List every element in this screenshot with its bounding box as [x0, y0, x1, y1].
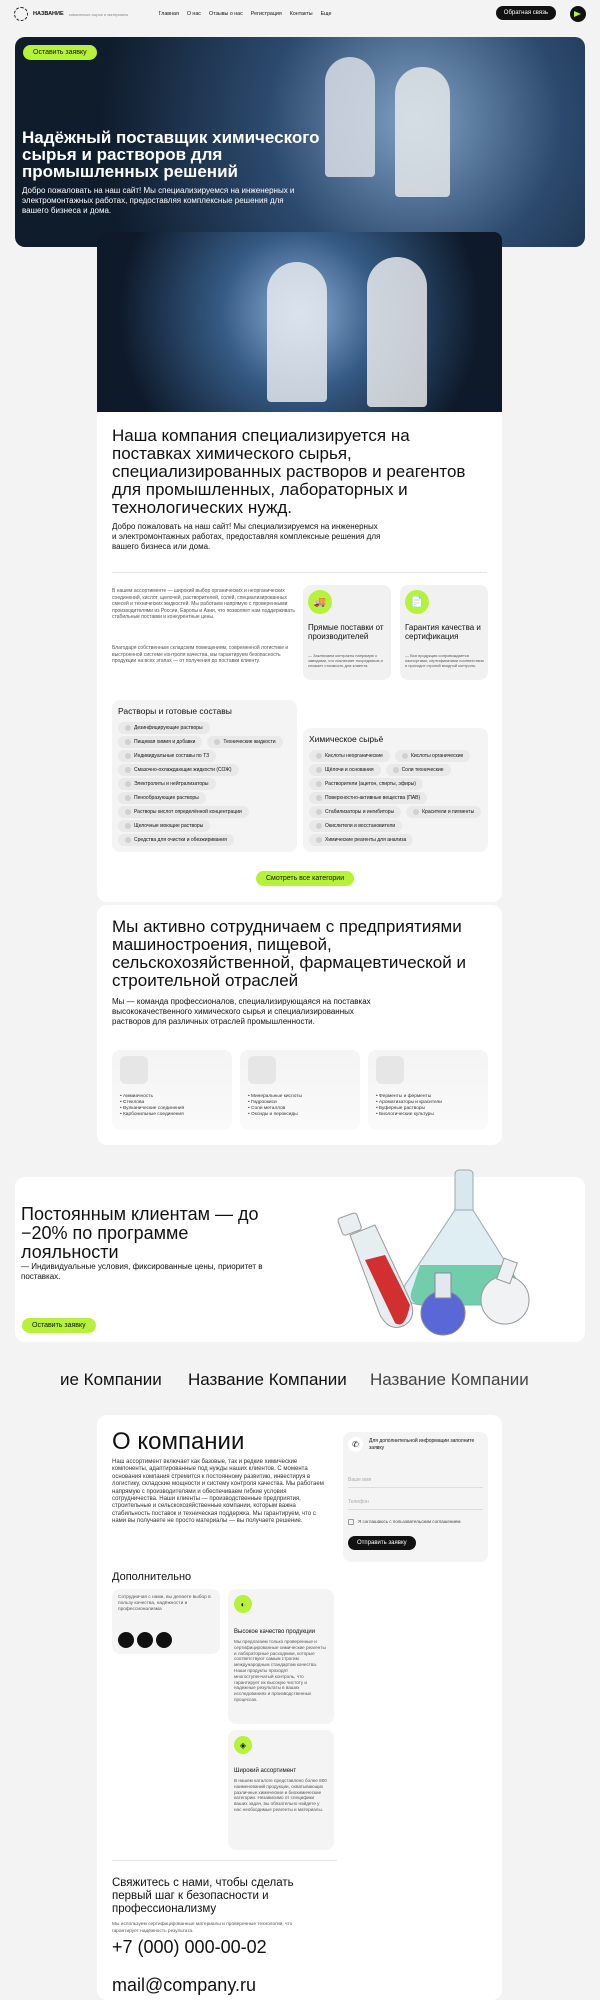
nav-item-reviews[interactable]: Отзывы о нас — [208, 11, 243, 17]
marquee-item: Название Компании — [188, 1370, 347, 1389]
telegram-icon[interactable] — [570, 6, 586, 22]
extra-title: Дополнительно — [112, 1571, 192, 1583]
loyalty-title: Постоянным клиентам — до −20% по программе лояльности — [21, 1204, 259, 1262]
divider — [112, 1860, 337, 1861]
chip-label: Электролиты и нейтрализаторы — [134, 781, 209, 787]
certificate-icon: 📄 — [405, 590, 429, 614]
assortment-text: В нашем каталоге представлено более 800 наименований продукции, охватывающих различные химические и биохимические категории. Независимо от специфики ваших задач, вы обязательно найдете у нас необходимые реагенты и материалы. — [234, 1778, 327, 1812]
chip-row — [309, 820, 402, 832]
chip-label: Красители и пигменты — [422, 809, 475, 815]
industry-item: • Буферные растворы — [376, 1106, 425, 1111]
quality-icon: ◐ — [234, 1595, 252, 1613]
request-form — [343, 1432, 488, 1562]
assortment-title: Широкий ассортимент — [234, 1768, 297, 1774]
lab-photo — [97, 232, 502, 412]
chip-label: Соли технические — [401, 767, 444, 773]
industry-list — [120, 1094, 184, 1118]
extra-card — [112, 1589, 220, 1654]
category-chip[interactable] — [118, 750, 216, 762]
scientist-figure — [267, 262, 327, 402]
nav-item-register[interactable]: Регистрация — [250, 11, 282, 17]
hero-banner — [15, 37, 585, 247]
chip-label: Поверхностно-активные вещества (ПАВ) — [325, 795, 421, 801]
category-chip[interactable] — [309, 778, 423, 790]
loyalty-request-button[interactable]: Оставить заявку — [22, 1318, 96, 1333]
chip-label: Пенообразующие растворы — [134, 795, 199, 801]
chip-icon — [125, 725, 131, 731]
flasks-illustration — [335, 1165, 545, 1345]
chip-icon — [125, 781, 131, 787]
chip-label: Кислоты неорганические — [325, 753, 383, 759]
chip-row — [118, 750, 216, 762]
quality-title: Высокое качество продукции — [234, 1629, 316, 1635]
submit-button[interactable]: Отправить заявку — [348, 1536, 416, 1550]
chip-label: Дезинфицирующие растворы — [134, 725, 203, 731]
chip-row — [309, 792, 427, 804]
scientist-figure — [367, 257, 427, 407]
contacts-title: Свяжитесь с нами, чтобы сделать первый шаг к безопасности и профессионализму — [112, 1877, 294, 1915]
chip-label: Пищевая химия и добавки — [134, 739, 196, 745]
chip-icon — [125, 753, 131, 759]
chip-row — [309, 764, 451, 776]
hero-title: Надёжный поставщик химического сырья и растворов для промышленных решений — [22, 128, 320, 181]
industry-item: • Стеклова — [120, 1100, 145, 1105]
all-categories-button[interactable]: Смотреть все категории — [256, 871, 354, 886]
chip-row — [309, 834, 413, 846]
contact-phone[interactable]: +7 (000) 000-00-02 — [112, 1937, 267, 1957]
category-chip[interactable] — [309, 806, 401, 818]
chip-icon — [125, 739, 131, 745]
chip-icon — [316, 809, 322, 815]
chip-icon — [393, 767, 399, 773]
industry-item: • Ароматизаторы и красители — [376, 1100, 442, 1105]
chip-label: Технические жидкости — [223, 739, 276, 745]
chip-row — [118, 736, 283, 748]
category-chip[interactable] — [118, 792, 206, 804]
chip-row — [118, 806, 249, 818]
nav-item-about[interactable]: О нас — [186, 11, 201, 17]
nav-item-more[interactable]: Еще — [320, 11, 332, 17]
box-icon: ◈ — [234, 1736, 252, 1754]
company-paragraph: Благодаря собственным складским помещениям, современной логистике и выстроенной системе контроля качества, мы гарантируем безопасность продукции на всех этапах — от получения до поставки клиенту. — [112, 645, 289, 664]
consent-label[interactable]: Я соглашаюсь с пользовательским соглашением — [358, 1519, 461, 1524]
chip-label: Химические реагенты для анализа — [325, 837, 407, 843]
category-chip[interactable] — [118, 778, 216, 790]
industry-card — [368, 1050, 488, 1130]
scientist-figure — [325, 57, 375, 177]
category-chip[interactable] — [118, 764, 239, 776]
chip-icon — [214, 739, 220, 745]
feedback-button[interactable]: Обратная связь — [496, 6, 556, 20]
name-input[interactable]: Ваше имя — [348, 1472, 483, 1488]
category-raw — [303, 728, 488, 852]
chip-label: Растворители (ацетон, спирты, эфиры) — [325, 781, 416, 787]
chip-label: Средства для очистки и обезжиривания — [134, 837, 227, 843]
category-chip[interactable] — [309, 764, 381, 776]
feature-card-quality — [400, 585, 488, 680]
chip-row — [118, 834, 234, 846]
industry-card — [240, 1050, 360, 1130]
category-chip[interactable] — [118, 722, 210, 734]
chip-row — [118, 764, 239, 776]
main-nav — [159, 11, 332, 17]
scientist-figure — [395, 67, 450, 197]
industries-title: Мы активно сотрудничаем с предприятиями машиностроения, пищевой, сельскохозяйственной, фармацевтической и строительной отраслей — [112, 917, 466, 990]
industries-subtitle: Мы — команда профессионалов, специализирующаяся на поставках высококачественного химического сырья и специализированных растворов для различных отраслей промышленности. — [112, 997, 371, 1026]
nav-item-contacts[interactable]: Контакты — [289, 11, 313, 17]
chip-icon — [402, 753, 408, 759]
chip-icon — [125, 795, 131, 801]
logo-icon[interactable] — [14, 7, 28, 21]
assortment-card — [228, 1730, 334, 1850]
category-chip[interactable] — [118, 834, 234, 846]
chip-label: Щелочные моющие растворы — [134, 823, 204, 829]
chip-label: Кислоты органические — [410, 753, 464, 759]
feature-card-direct — [303, 585, 391, 680]
industry-card — [112, 1050, 232, 1130]
extra-text: Сотрудничая с нами, вы делаете выбор в пользу качества, надёжности и профессионализма — [118, 1595, 211, 1612]
test-tube-icon — [376, 1056, 404, 1084]
industry-list — [248, 1094, 302, 1118]
feature-text: — Заключаем контракты напрямую с заводами, что исключает посредников и снижает стоимость для клиента. — [308, 653, 383, 668]
flask-icon — [120, 1056, 148, 1084]
jar-icon — [248, 1056, 276, 1084]
feature-title: Гарантия качества и сертификация — [405, 623, 481, 641]
category-chip[interactable] — [309, 750, 390, 762]
chip-icon — [125, 823, 131, 829]
industry-item: • Карбонильные соединения — [120, 1112, 184, 1117]
company-subtitle: Добро пожаловать на наш сайт! Мы специализируемся на инженерных и электромонтажных работах, предоставляя комплексные решения для вашего бизнеса или дома. — [112, 522, 381, 551]
social-links — [118, 1632, 175, 1653]
nav-item-home[interactable]: Главная — [158, 11, 179, 17]
chip-label: Растворы кислот определённой концентрации — [134, 809, 242, 815]
phone-icon: ✆ — [348, 1437, 363, 1452]
category-chip[interactable] — [207, 736, 282, 748]
vk-icon[interactable] — [156, 1632, 172, 1648]
company-title: Наша компания специализируется на поставках химического сырья, специализированных растворов и реагентов для промышленных, лабораторных и технологических нужд. — [112, 426, 466, 517]
category-chip[interactable] — [406, 806, 481, 818]
chip-icon — [125, 809, 131, 815]
hero-subtitle: Добро пожаловать на наш сайт! Мы специализируемся на инженерных и электромонтажных работах, предоставляя комплексные решения для вашего бизнеса и дома. — [22, 186, 295, 215]
logo-name[interactable]: НАЗВАНИЕ — [33, 11, 64, 17]
flask-red — [337, 1212, 412, 1327]
phone-input[interactable]: Телефон — [348, 1494, 483, 1510]
about-text: Наш ассортимент включает как базовые, так и редкие химические компоненты, адаптированные под нужды наших клиентов. С момента основания компания стремится к постоянному развитию, инвестируя в логистику, складские мощности и систему контроля качества. Мы работаем напрямую с производителями и обеспечиваем гибкие условия сотрудничества. Наши клиенты — производственные предприятия, строительные и сельскохозяйственные компании, которым важна стабильность поставок и техническая поддержка. Мы гарантируем, что с нами вы получаете не просто материалы — вы получаете решение. — [112, 1459, 324, 1525]
chip-row — [309, 750, 470, 762]
telegram-icon[interactable] — [118, 1632, 134, 1648]
feature-title: Прямые поставки от производителей — [308, 623, 384, 641]
chip-icon — [316, 837, 322, 843]
contacts-text: Мы используем сертифицированные материалы и проверенные технологии, что гарантирует надёжность результата. — [112, 1922, 293, 1934]
site-header — [14, 7, 586, 21]
industry-item: • Оксиды и пероксиды — [248, 1112, 298, 1117]
category-chip[interactable] — [118, 806, 249, 818]
truck-icon: 🚚 — [308, 590, 332, 614]
industry-item: • Аммиачность — [120, 1094, 153, 1099]
category-solutions — [112, 700, 297, 852]
divider — [112, 572, 487, 573]
whatsapp-icon[interactable] — [137, 1632, 153, 1648]
chip-icon — [125, 767, 131, 773]
industry-list — [376, 1094, 442, 1118]
industry-item: • Ферменты и ферменты — [376, 1094, 432, 1099]
category-chip[interactable] — [118, 820, 210, 832]
chip-row — [118, 778, 216, 790]
chip-icon — [413, 809, 419, 815]
chip-icon — [316, 795, 322, 801]
hero-request-button[interactable]: Оставить заявку — [23, 45, 97, 60]
loyalty-subtitle: — Индивидуальные условия, фиксированные цены, приоритет в поставках. — [21, 1262, 263, 1281]
category-chip[interactable] — [309, 792, 427, 804]
feature-text: — Вся продукция сопровождается паспортами, сертификатами соответствия и проходит строгий входной контроль. — [405, 653, 484, 668]
category-chip[interactable] — [118, 736, 202, 748]
industry-item: • Гидроокиси — [248, 1100, 277, 1105]
chip-row — [118, 792, 206, 804]
quality-card — [228, 1589, 334, 1724]
consent-checkbox[interactable] — [348, 1519, 354, 1525]
category-title: Растворы и готовые составы — [118, 706, 232, 716]
quality-text: Мы предлагаем только проверенные и сертифицированные химические реагенты и лабораторные расходники, которые соответствуют самым строгим международным стандартам качества. Наши продукты проходят многоступенчатый контроль, что гарантирует их высокую чистоту и надежные результаты в ваших исследованиях и производственных процессах. — [234, 1639, 326, 1702]
about-title: О компании — [112, 1428, 245, 1455]
contact-email[interactable]: mail@company.ru — [112, 1975, 256, 1995]
chip-label: Окислители и восстановители — [325, 823, 396, 829]
category-chip[interactable] — [386, 764, 451, 776]
chip-row — [309, 778, 423, 790]
marquee-item: Название Компании — [370, 1370, 529, 1389]
chip-label: Индивидуальные составы по ТЗ — [134, 753, 210, 759]
category-chip[interactable] — [309, 820, 402, 832]
chip-icon — [316, 753, 322, 759]
chip-icon — [125, 837, 131, 843]
chip-icon — [316, 781, 322, 787]
industry-item: • Минеральные кислоты — [248, 1094, 302, 1099]
chip-row — [118, 820, 210, 832]
chip-row — [118, 722, 210, 734]
industry-item: • Биологические культуры — [376, 1112, 434, 1117]
form-title: Для дополнительной информации заполните заявку — [369, 1438, 475, 1451]
chip-icon — [316, 823, 322, 829]
company-paragraph: В нашем ассортименте — широкий выбор органических и неорганических соединений, кислот, щелочей, растворителей, солей, специализированных смесей и технических жидкостей. Мы работаем напрямую с проверенными производителями из России, Европы и Азии, что позволяет нам поддерживать стабильные поставки и конкурентные цены. — [112, 588, 295, 620]
marquee-item: ие Компании — [60, 1370, 162, 1389]
logo-subtitle: химическое сырье и материалы — [68, 11, 129, 17]
category-chip[interactable] — [395, 750, 470, 762]
chip-label: Смазочно-охлаждающие жидкости (СОЖ) — [134, 767, 232, 773]
chip-label: Стабилизаторы и ингибиторы — [325, 809, 395, 815]
chip-label: Щёлочи и основания — [325, 767, 374, 773]
category-chip[interactable] — [309, 834, 413, 846]
category-title: Химическое сырьё — [309, 734, 384, 744]
chip-row — [309, 806, 481, 818]
industry-item: • Соли металлов — [248, 1106, 286, 1111]
chip-icon — [316, 767, 322, 773]
industry-item: • Вулканические соединения — [120, 1106, 185, 1111]
